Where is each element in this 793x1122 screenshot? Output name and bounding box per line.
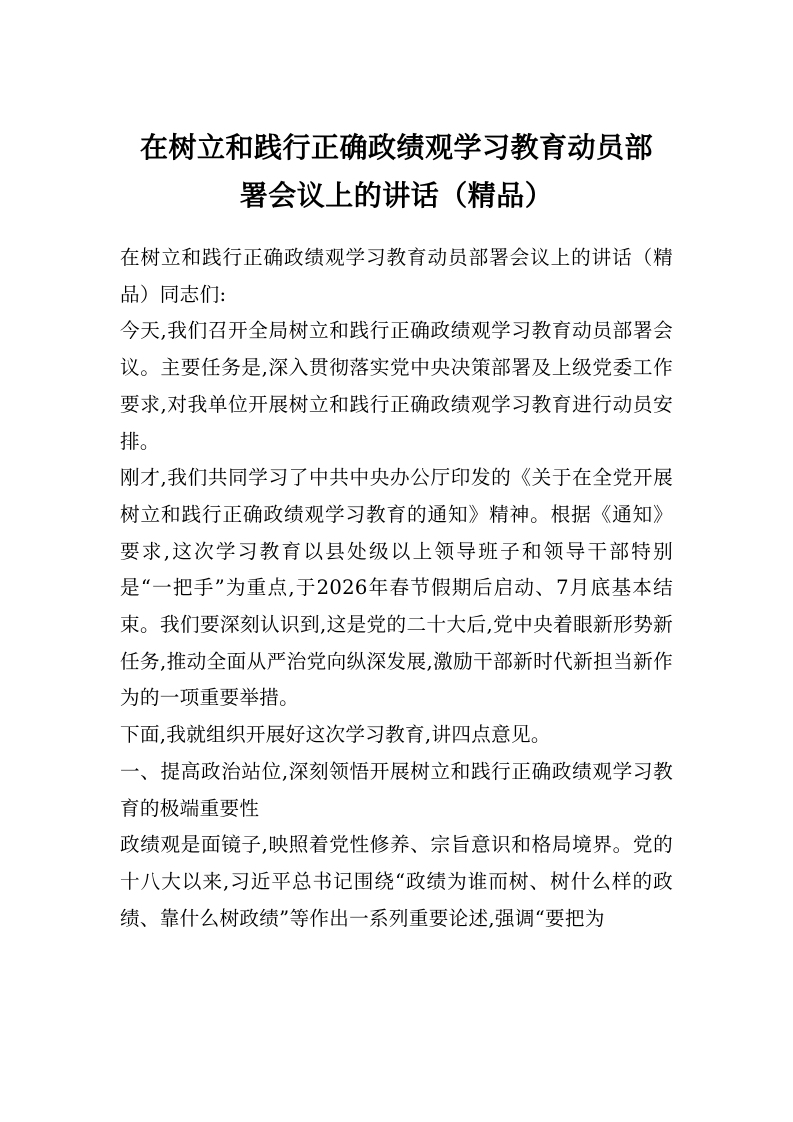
section-heading-1: 一、提高政治站位,深刻领悟开展树立和践行正确政绩观学习教育的极端重要性 <box>120 759 673 820</box>
paragraph-opening: 今天,我们召开全局树立和践行正确政绩观学习教育动员部署会议。主要任务是,深入贯彻落实党中央决策部署及上级党委工作要求,对我单位开展树立和践行正确政绩观学习教育进行动员安排。 <box>120 319 673 453</box>
document-title-line-1: 在树立和践行正确政绩观学习教育动员部 <box>139 131 653 164</box>
paragraph-transition: 下面,我就组织开展好这次学习教育,讲四点意见。 <box>120 723 551 747</box>
paragraph-background: 刚才,我们共同学习了中共中央办公厅印发的《关于在全党开展树立和践行正确政绩观学习教育的通知》精神。根据《通知》要求,这次学习教育以县处级以上领导班子和领导干部特别是“一把手”为重点,于2026年春节假期后启动、7月底基本结束。我们要深刻认识到,这是党的二十大后,党中央着眼新形势新任务,推动全面从严治党向纵深发展,激励干部新时代新担当新作为的一项重要举措。 <box>120 466 673 710</box>
document-title-line-2: 署会议上的讲话（精品） <box>239 179 554 212</box>
document-body <box>120 240 673 937</box>
paragraph-greeting: 在树立和践行正确政绩观学习教育动员部署会议上的讲话（精品）同志们: <box>120 246 673 306</box>
paragraph-section-1: 政绩观是面镜子,映照着党性修养、宗旨意识和格局境界。党的十八大以来,习近平总书记围绕“政绩为谁而树、树什么样的政绩、靠什么树政绩”等作出一系列重要论述,强调“要把为 <box>120 833 673 930</box>
